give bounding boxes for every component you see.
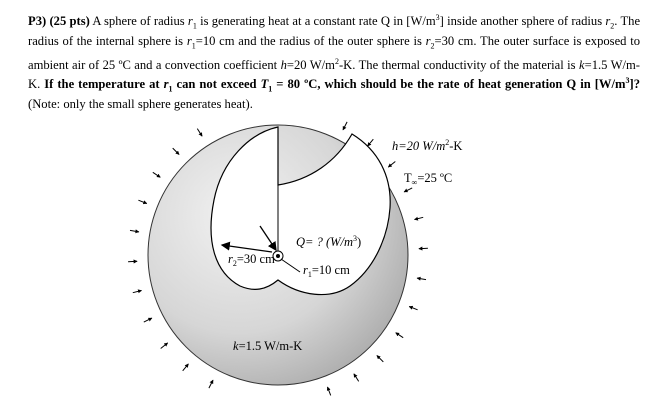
text-k-val: =1.5 W/m-K.	[28, 57, 640, 92]
convection-arrow	[368, 139, 374, 146]
inner-sphere-core	[276, 254, 280, 258]
convection-arrow	[415, 217, 424, 219]
convection-arrow	[404, 188, 412, 192]
problem-points: (25 pts)	[49, 14, 90, 29]
text-h-val: =20 W/m	[286, 57, 335, 72]
text-s2: is generating heat at a constant rate Q in [W/m	[200, 14, 436, 29]
sup-3a: 3	[435, 13, 440, 22]
bold-2: can not exceed	[176, 77, 257, 92]
convection-arrow	[388, 162, 395, 168]
convection-arrow	[138, 200, 146, 203]
text-s3: ] inside another sphere of radius	[439, 14, 603, 29]
text-s1: A sphere of radius	[92, 14, 185, 29]
convection-arrow	[130, 230, 139, 232]
sym-r2b: r	[425, 33, 431, 48]
h-label: h=20 $W/m^2-K$	[392, 138, 463, 153]
sub-r2b: 2	[430, 41, 435, 51]
convection-arrow	[183, 364, 189, 371]
convection-arrow	[377, 356, 383, 362]
convection-arrow	[417, 278, 426, 280]
bold-1: If the temperature at	[44, 77, 160, 92]
convection-arrow	[409, 307, 417, 310]
q-label: Q= ? $(W/m^3)$	[296, 234, 362, 249]
convection-arrow	[328, 387, 331, 395]
sym-k: k	[579, 57, 585, 72]
sym-r1b: r	[186, 33, 192, 48]
text-r1-val: =10 cm and the radius of the outer sphere is	[195, 33, 422, 48]
bold-3: = 80 ºC, which should be the rate of heat generation Q in [W/m	[276, 77, 626, 92]
sup-3b: 3	[625, 76, 630, 86]
bold-4: ]?	[629, 77, 640, 92]
convection-arrow	[354, 374, 359, 382]
text-s4: . The radius of the internal sphere is	[28, 14, 641, 48]
convection-arrow	[133, 291, 142, 293]
sym-r2: r	[605, 14, 611, 29]
text-s5: -K. The thermal conductivity of the material is	[338, 57, 576, 72]
sub-r1c: 1	[168, 84, 173, 94]
convection-arrow	[343, 122, 347, 130]
r1-label: $r_1=10$ cm	[303, 263, 350, 279]
convection-arrow	[173, 148, 179, 154]
convection-arrow	[153, 172, 161, 177]
sup-2: 2	[334, 56, 339, 66]
sym-T1: T	[260, 77, 269, 92]
text-r2-val: =30 cm. The outer surface is exposed to ambient air of 25 ºC and a convection coefficient	[28, 33, 640, 72]
convection-arrow	[209, 380, 213, 388]
sub-r2: 2	[610, 21, 615, 31]
convection-arrow	[197, 129, 202, 137]
convection-arrow	[396, 333, 404, 338]
sub-T1: 1	[268, 84, 273, 94]
note: (Note: only the small sphere generates heat).	[28, 96, 253, 111]
convection-arrow	[144, 318, 152, 322]
sym-r1c: r	[163, 77, 169, 92]
r2-label: $r_2=30$ cm	[228, 252, 275, 268]
tinf-label: $T_\infty=25$ ºC	[404, 171, 453, 187]
sub-r1b: 1	[191, 41, 196, 51]
sub-r1: 1	[192, 21, 197, 31]
convection-arrow	[161, 343, 168, 349]
k-label: k=1.5 W/m-K	[233, 339, 303, 353]
sym-h: h	[280, 57, 287, 72]
problem-number: P3)	[28, 14, 47, 29]
sym-r1: r	[187, 14, 193, 29]
